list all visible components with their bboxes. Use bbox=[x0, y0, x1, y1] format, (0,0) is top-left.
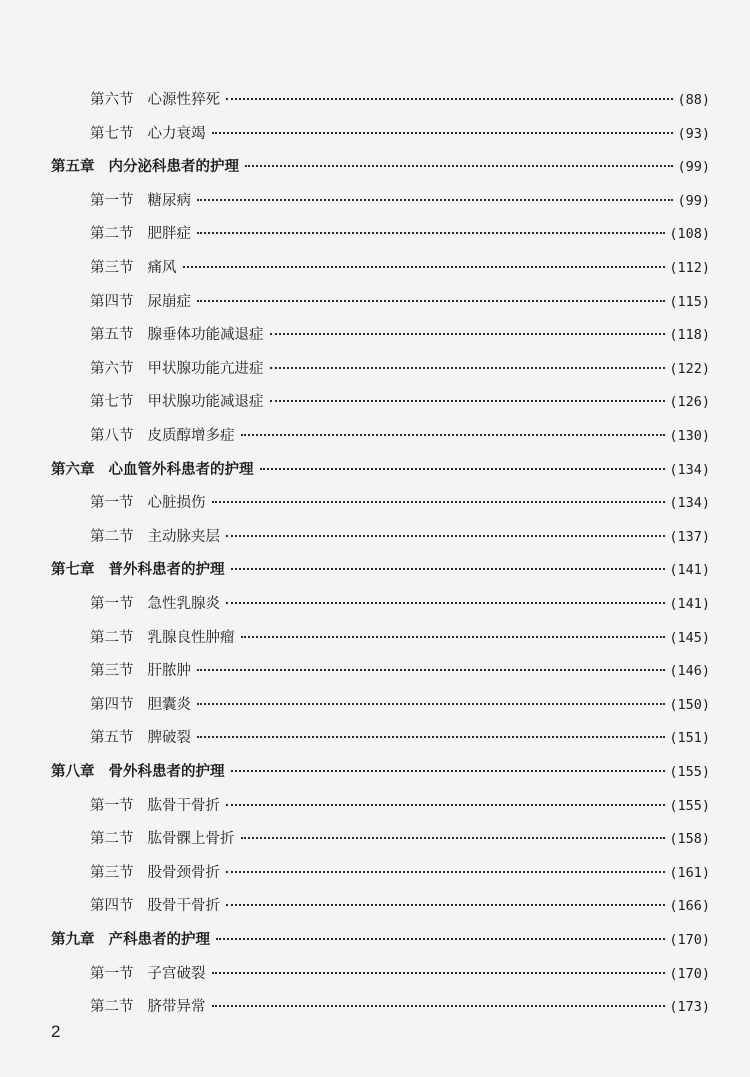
entry-page-number: (151) bbox=[669, 730, 710, 747]
entry-title: 股骨干骨折 bbox=[147, 898, 220, 915]
entry-page-number: (155) bbox=[669, 797, 710, 814]
toc-section-entry bbox=[90, 827, 710, 848]
toc-section-entry bbox=[90, 995, 710, 1016]
entry-page-number: (122) bbox=[669, 360, 710, 377]
section-label: 第一节 bbox=[90, 797, 134, 814]
toc-section-entry bbox=[90, 256, 710, 277]
entry-page-number: (173) bbox=[669, 999, 710, 1016]
dot-leader bbox=[183, 266, 666, 268]
section-label: 第四节 bbox=[90, 696, 134, 713]
entry-title: 内分泌科患者的护理 bbox=[108, 158, 239, 176]
dot-leader bbox=[197, 300, 665, 302]
toc-section-entry bbox=[90, 861, 710, 882]
section-label: 第二节 bbox=[90, 226, 134, 243]
entry-title: 脐带异常 bbox=[147, 999, 206, 1016]
dot-leader bbox=[241, 434, 666, 436]
entry-title: 心源性猝死 bbox=[147, 92, 220, 108]
entry-page-number: (150) bbox=[669, 696, 710, 713]
entry-title: 急性乳腺炎 bbox=[147, 596, 220, 612]
entry-page-number: (137) bbox=[669, 528, 710, 545]
entry-title: 肱骨干骨折 bbox=[147, 797, 220, 814]
entry-title: 肥胖症 bbox=[147, 226, 191, 243]
dot-leader bbox=[197, 736, 665, 738]
section-label: 第三节 bbox=[90, 663, 134, 680]
entry-title: 心力衰竭 bbox=[147, 125, 206, 142]
chapter-label: 第五章 bbox=[51, 158, 95, 176]
dot-leader bbox=[260, 468, 666, 470]
entry-page-number: (108) bbox=[669, 226, 710, 243]
chapter-label: 第九章 bbox=[51, 931, 95, 948]
section-label: 第七节 bbox=[90, 394, 134, 411]
entry-page-number: (170) bbox=[669, 932, 710, 948]
entry-title: 子宫破裂 bbox=[147, 965, 206, 982]
section-label: 第三节 bbox=[90, 864, 134, 881]
entry-page-number: (99) bbox=[677, 159, 710, 176]
toc-section-entry bbox=[90, 592, 710, 613]
dot-leader bbox=[270, 333, 666, 335]
entry-title: 肱骨髁上骨折 bbox=[147, 831, 235, 848]
section-label: 第二节 bbox=[90, 528, 134, 545]
toc-section-entry bbox=[90, 626, 710, 647]
entry-title: 糖尿病 bbox=[147, 192, 191, 209]
dot-leader bbox=[212, 1005, 666, 1007]
entry-page-number: (161) bbox=[669, 864, 710, 881]
entry-title: 腺垂体功能减退症 bbox=[147, 327, 264, 344]
entry-title: 乳腺良性肿瘤 bbox=[147, 629, 235, 646]
chapter-label: 第八章 bbox=[51, 763, 95, 780]
toc-section-entry bbox=[90, 894, 710, 915]
section-label: 第八节 bbox=[90, 428, 134, 444]
entry-title: 脾破裂 bbox=[147, 730, 191, 747]
toc-section-entry bbox=[90, 357, 710, 378]
dot-leader bbox=[270, 367, 666, 369]
dot-leader bbox=[197, 232, 665, 234]
toc-chapter-entry bbox=[51, 558, 710, 579]
section-label: 第二节 bbox=[90, 831, 134, 848]
section-label: 第五节 bbox=[90, 730, 134, 747]
entry-title: 主动脉夹层 bbox=[147, 528, 220, 545]
entry-title: 甲状腺功能减退症 bbox=[147, 394, 264, 411]
dot-leader bbox=[226, 602, 665, 604]
section-label: 第四节 bbox=[90, 898, 134, 915]
toc-section-entry bbox=[90, 323, 710, 344]
entry-title: 产科患者的护理 bbox=[108, 931, 210, 948]
toc-section-entry bbox=[90, 491, 710, 512]
entry-page-number: (134) bbox=[669, 495, 710, 512]
dot-leader bbox=[226, 535, 665, 537]
dot-leader bbox=[241, 636, 666, 638]
entry-title: 心脏损伤 bbox=[147, 495, 206, 512]
section-label: 第一节 bbox=[90, 965, 134, 982]
entry-title: 皮质醇增多症 bbox=[147, 428, 235, 444]
entry-title: 胆囊炎 bbox=[147, 696, 191, 713]
entry-title: 普外科患者的护理 bbox=[108, 561, 225, 579]
entry-page-number: (130) bbox=[669, 428, 710, 444]
entry-page-number: (166) bbox=[669, 898, 710, 915]
dot-leader bbox=[226, 98, 673, 100]
dot-leader bbox=[216, 938, 665, 940]
entry-page-number: (126) bbox=[669, 394, 710, 411]
toc-chapter-entry bbox=[51, 760, 710, 781]
entry-page-number: (141) bbox=[669, 596, 710, 612]
toc-section-entry bbox=[90, 525, 710, 546]
dot-leader bbox=[241, 837, 666, 839]
section-label: 第七节 bbox=[90, 125, 134, 142]
entry-page-number: (93) bbox=[677, 125, 710, 142]
dot-leader bbox=[231, 568, 666, 570]
toc-section-entry bbox=[90, 424, 710, 445]
section-label: 第一节 bbox=[90, 192, 134, 209]
toc-section-entry bbox=[90, 659, 710, 680]
page-number: 2 bbox=[51, 1022, 61, 1041]
section-label: 第五节 bbox=[90, 327, 134, 344]
entry-page-number: (146) bbox=[669, 663, 710, 680]
section-label: 第二节 bbox=[90, 629, 134, 646]
toc-section-entry bbox=[90, 693, 710, 714]
entry-page-number: (141) bbox=[669, 562, 710, 579]
dot-leader bbox=[197, 669, 665, 671]
toc-chapter-entry bbox=[51, 458, 710, 479]
section-label: 第一节 bbox=[90, 495, 134, 512]
entry-page-number: (158) bbox=[669, 831, 710, 848]
toc-section-entry bbox=[90, 189, 710, 210]
entry-title: 骨外科患者的护理 bbox=[108, 763, 225, 780]
section-label: 第二节 bbox=[90, 999, 134, 1016]
dot-leader bbox=[212, 501, 666, 503]
toc-chapter-entry bbox=[51, 155, 710, 176]
entry-title: 股骨颈骨折 bbox=[147, 864, 220, 881]
entry-page-number: (118) bbox=[669, 327, 710, 344]
dot-leader bbox=[226, 804, 665, 806]
section-label: 第四节 bbox=[90, 293, 134, 310]
dot-leader bbox=[245, 165, 673, 167]
toc-chapter-entry bbox=[51, 928, 710, 949]
section-label: 第一节 bbox=[90, 596, 134, 612]
entry-page-number: (88) bbox=[677, 92, 710, 108]
dot-leader bbox=[231, 770, 666, 772]
dot-leader bbox=[212, 972, 666, 974]
chapter-label: 第六章 bbox=[51, 460, 95, 478]
entry-page-number: (145) bbox=[669, 629, 710, 646]
dot-leader bbox=[226, 904, 665, 906]
entry-page-number: (170) bbox=[669, 965, 710, 982]
dot-leader bbox=[226, 871, 665, 873]
entry-page-number: (99) bbox=[677, 192, 710, 209]
section-label: 第六节 bbox=[90, 360, 134, 377]
entry-page-number: (112) bbox=[669, 260, 710, 276]
toc-section-entry bbox=[90, 726, 710, 747]
toc-section-entry bbox=[90, 122, 710, 143]
entry-title: 甲状腺功能亢进症 bbox=[147, 360, 264, 377]
entry-title: 尿崩症 bbox=[147, 293, 191, 310]
entry-title: 心血管外科患者的护理 bbox=[108, 460, 254, 478]
dot-leader bbox=[197, 703, 665, 705]
toc-section-entry bbox=[90, 88, 710, 109]
dot-leader bbox=[212, 132, 674, 134]
toc-section-entry bbox=[90, 962, 710, 983]
entry-page-number: (134) bbox=[669, 461, 710, 478]
section-label: 第三节 bbox=[90, 260, 134, 276]
dot-leader bbox=[270, 400, 666, 402]
section-label: 第六节 bbox=[90, 92, 134, 108]
toc-section-entry bbox=[90, 794, 710, 815]
entry-page-number: (155) bbox=[669, 764, 710, 780]
toc-section-entry bbox=[90, 290, 710, 311]
toc-section-entry bbox=[90, 390, 710, 411]
entry-title: 痛风 bbox=[147, 260, 177, 276]
toc-section-entry bbox=[90, 222, 710, 243]
entry-page-number: (115) bbox=[669, 293, 710, 310]
entry-title: 肝脓肿 bbox=[147, 663, 191, 680]
dot-leader bbox=[197, 199, 673, 201]
chapter-label: 第七章 bbox=[51, 561, 95, 579]
